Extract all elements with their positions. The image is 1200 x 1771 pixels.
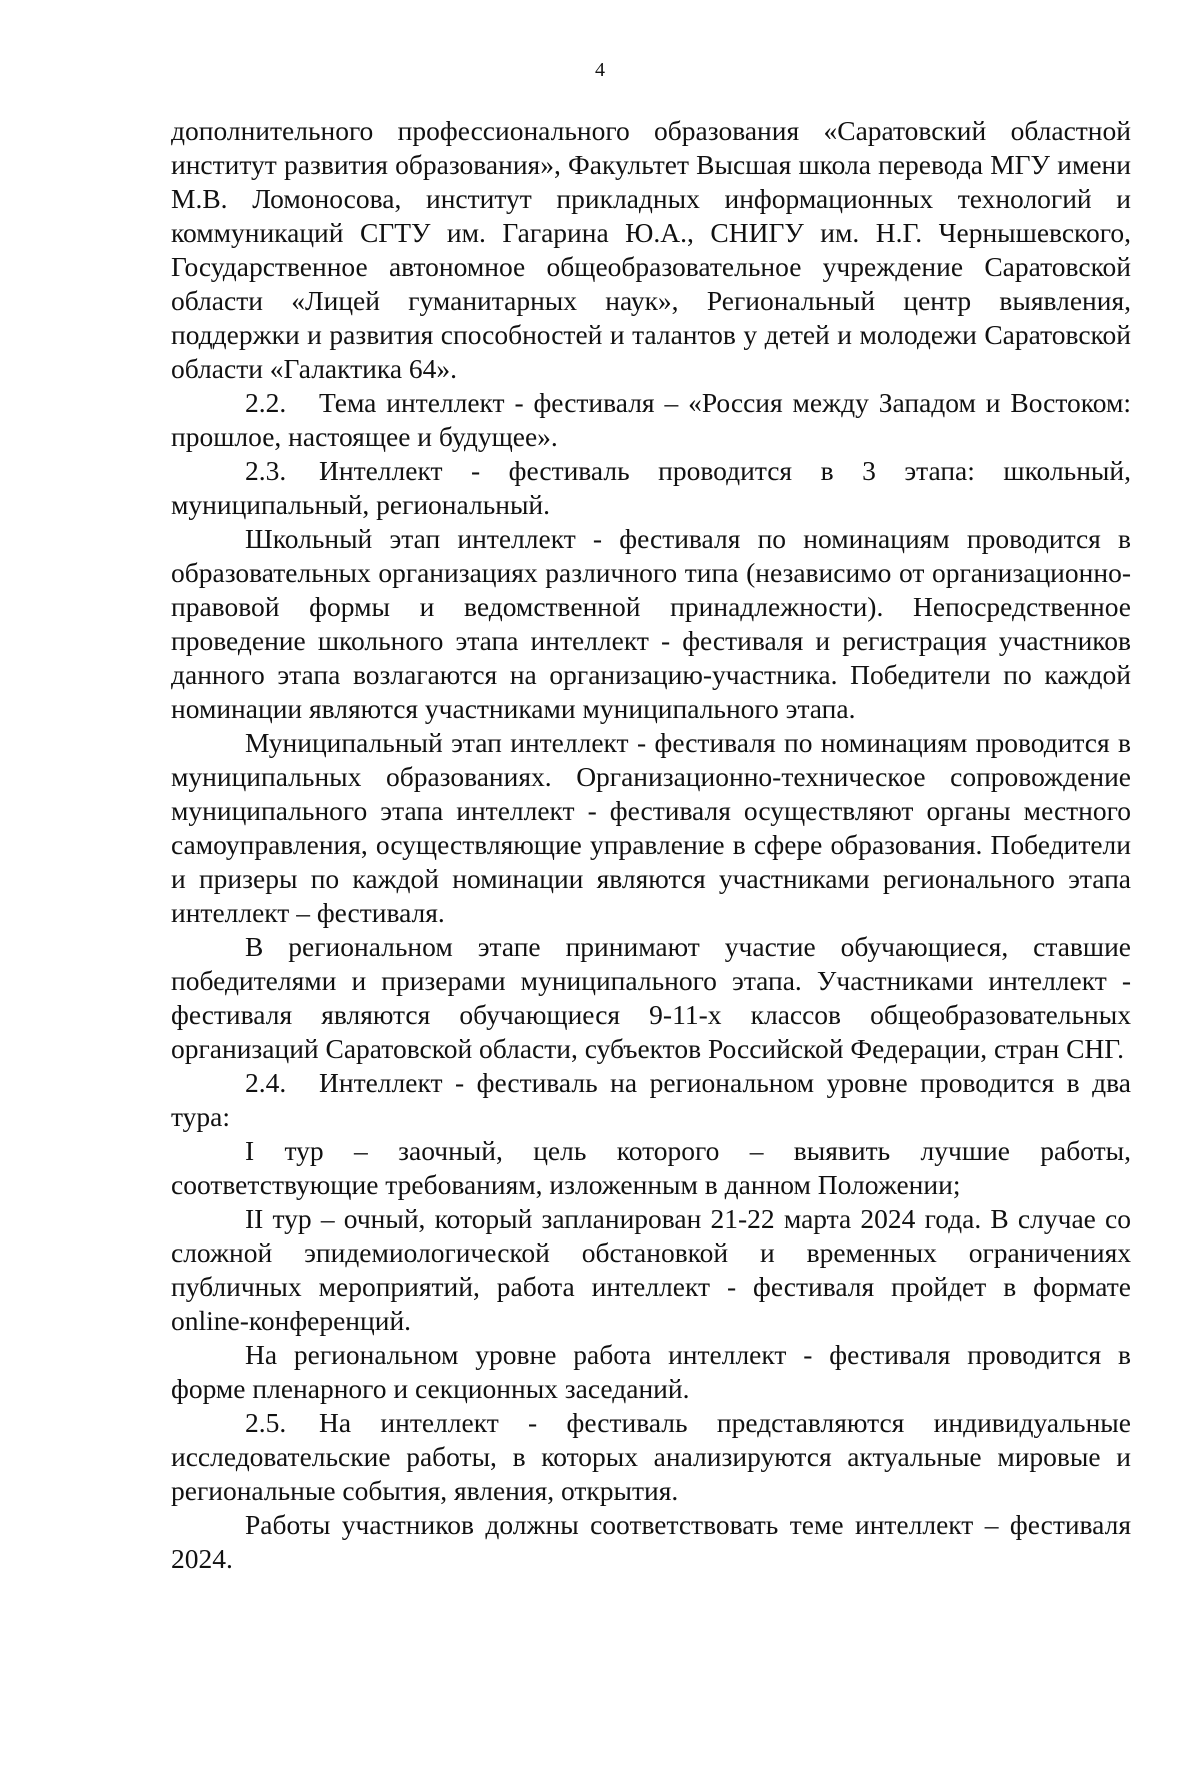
paragraph-municipal-stage: [171, 726, 1131, 930]
paragraph-text: дополнительного профессионального образования «Саратовский областной институт развития образования», Факультет Высшая школа перевода МГУ имени М.В. Ломоносова, институт прикладных информационных технологий и коммуникаций СГТУ им. Гагарина Ю.А., СНИГУ им. Н.Г. Чернышевского, Государственное автономное общеобразовательное учреждение Саратовской области «Лицей гуманитарных наук», Региональный центр выявления, поддержки и развития способностей и талантов у детей и молодежи Саратовской области «Галактика 64».: [171, 115, 1131, 384]
document-body: [171, 114, 1131, 1576]
paragraph-text: Интеллект - фестиваль проводится в 3 этапа: школьный, муниципальный, региональный.: [171, 455, 1131, 520]
paragraph-school-stage: [171, 522, 1131, 726]
paragraph-2-2: [171, 386, 1131, 454]
paragraph-2-4: [171, 1066, 1131, 1134]
paragraph-text: В региональном этапе принимают участие обучающиеся, ставшие победителями и призерами муниципального этапа. Участниками интеллект - фестиваля являются обучающиеся 9-11-х классов общеобразовательных организаций Саратовской области, субъектов Российской Федерации, стран СНГ.: [171, 931, 1131, 1064]
paragraph-tour-2: [171, 1202, 1131, 1338]
paragraph-number: 2.2.: [245, 387, 287, 418]
page-number: 4: [595, 59, 605, 81]
paragraph-number: 2.3.: [245, 455, 287, 486]
paragraph-2-5: [171, 1406, 1131, 1508]
paragraph-text: На интеллект - фестиваль представляются индивидуальные исследовательские работы, в которых анализируются актуальные мировые и региональные события, явления, открытия.: [171, 1407, 1131, 1506]
paragraph-text: Тема интеллект - фестиваля – «Россия между Западом и Востоком: прошлое, настоящее и будущее».: [171, 387, 1131, 452]
paragraph-number: 2.4.: [245, 1067, 287, 1098]
paragraph-text: Работы участников должны соответствовать теме интеллект – фестиваля 2024.: [171, 1509, 1131, 1574]
paragraph-text: Муниципальный этап интеллект - фестиваля по номинациям проводится в муниципальных образованиях. Организационно-техническое сопровождение муниципального этапа интеллект - фестиваля осуществляют органы местного самоуправления, осуществляющие управление в сфере образования. Победители и призеры по каждой номинации являются участниками регионального этапа интеллект – фестиваля.: [171, 727, 1131, 928]
paragraph-text: Школьный этап интеллект - фестиваля по номинациям проводится в образовательных организациях различного типа (независимо от организационно-правовой формы и ведомственной принадлежности). Непосредственное проведение школьного этапа интеллект - фестиваля и регистрация участников данного этапа возлагаются на организацию-участника. Победители по каждой номинации являются участниками муниципального этапа.: [171, 523, 1131, 724]
paragraph-text: I тур – заочный, цель которого – выявить лучшие работы, соответствующие требованиям, изложенным в данном Положении;: [171, 1135, 1131, 1200]
paragraph-regional-level: [171, 1338, 1131, 1406]
paragraph-works-theme: [171, 1508, 1131, 1576]
paragraph-text: II тур – очный, который запланирован 21-22 марта 2024 года. В случае со сложной эпидемиологической обстановкой и временных ограничениях публичных мероприятий, работа интеллект - фестиваля пройдет в формате online-конференций.: [171, 1203, 1131, 1336]
paragraph-tour-1: [171, 1134, 1131, 1202]
paragraph-2-3: [171, 454, 1131, 522]
paragraph-number: 2.5.: [245, 1407, 287, 1438]
paragraph-text: На региональном уровне работа интеллект - фестиваля проводится в форме пленарного и секционных заседаний.: [171, 1339, 1131, 1404]
paragraph-continuation: [171, 114, 1131, 386]
paragraph-text: Интеллект - фестиваль на региональном уровне проводится в два тура:: [171, 1067, 1131, 1132]
paragraph-regional-stage: [171, 930, 1131, 1066]
